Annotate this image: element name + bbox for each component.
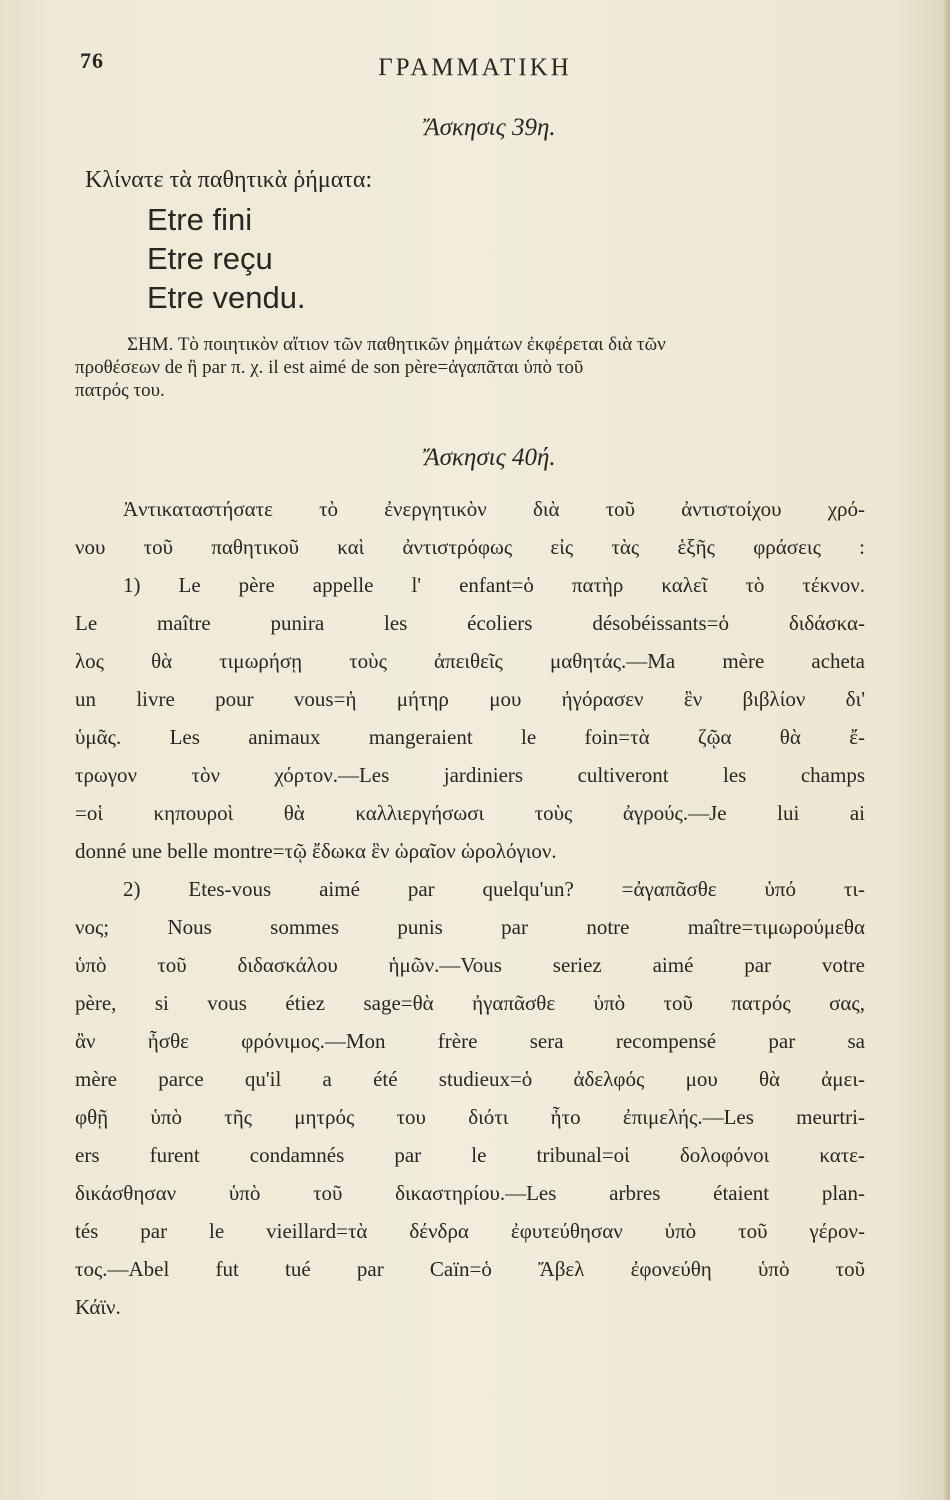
running-head: ΓΡΑΜΜΑΤΙΚΗ: [378, 54, 572, 81]
text-line: père, si vous étiez sage=θὰ ἠγαπᾶσθε ὑπὸ τοῦ πατρός σας,: [75, 991, 865, 1015]
text-line: Κάϊν.: [75, 1295, 121, 1319]
exercise-39-instruction: Κλίνατε τὰ παθητικὰ ῥήματα:: [85, 167, 373, 193]
text-line: ers furent condamnés par le tribunal=οἱ δολοφόνοι κατε-: [75, 1143, 865, 1167]
note-line: πατρός του.: [75, 380, 165, 401]
text-line: νος; Nous sommes punis par notre maître=τιμωρούμεθα: [75, 915, 865, 939]
text-line: ἂν ἦσθε φρόνιμος.—Mon frère sera recompensé par sa: [75, 1029, 865, 1053]
text-line: un livre pour vous=ἡ μήτηρ μου ἠγόρασεν ἓν βιβλίον δι': [75, 687, 865, 711]
text-line: 2) Etes-vous aimé par quelqu'un? =ἀγαπᾶσθε ὑπό τι-: [123, 877, 865, 901]
verb-item: Etre vendu.: [147, 280, 306, 315]
verb-item: Etre reçu: [147, 241, 273, 276]
exercise-40-title: Ἄσκησις 40ή.: [424, 444, 556, 471]
text-line: Le maître punira les écoliers désobéissants=ὁ διδάσκα-: [75, 611, 865, 635]
text-line: donné une belle montre=τῷ ἔδωκα ἓν ὡραῖον ὡρολόγιον.: [75, 839, 557, 863]
page-number: 76: [80, 48, 104, 73]
text-line: λος θὰ τιμωρήσῃ τοὺς ἀπειθεῖς μαθητάς.—Ma mère acheta: [75, 649, 865, 673]
verb-item: Etre fini: [147, 202, 253, 237]
note-line: ΣΗΜ. Τὸ ποιητικὸν αἴτιον τῶν παθητικῶν ῥημάτων ἐκφέρεται διὰ τῶν: [127, 334, 666, 355]
note-block: [75, 333, 865, 402]
text-line: τος.—Abel fut tué par Caïn=ὁ Ἄβελ ἐφονεύθη ὑπὸ τοῦ: [75, 1257, 865, 1281]
text-line: Ἀντικαταστήσατε τὸ ἐνεργητικὸν διὰ τοῦ ἀντιστοίχου χρό-: [123, 497, 865, 521]
text-line: ὑπὸ τοῦ διδασκάλου ἡμῶν.—Vous seriez aimé par votre: [75, 953, 865, 977]
page-edge: [944, 0, 950, 1500]
text-line: τρωγον τὸν χόρτον.—Les jardiniers cultiveront les champs: [75, 763, 865, 787]
exercise-39-title: Ἄσκησις 39η.: [424, 114, 556, 141]
text-line: =οἱ κηπουροὶ θὰ καλλιεργήσωσι τοὺς ἀγρούς.—Je lui ai: [75, 801, 865, 825]
text-line: tés par le vieillard=τὰ δένδρα ἐφυτεύθησαν ὑπὸ τοῦ γέρον-: [75, 1219, 865, 1243]
text-line: 1) Le père appelle l' enfant=ὁ πατὴρ καλεῖ τὸ τέκνον.: [123, 573, 865, 597]
text-line: νου τοῦ παθητικοῦ καὶ ἀντιστρόφως εἰς τὰς ἑξῆς φράσεις :: [75, 535, 865, 559]
text-line: mère parce qu'il a été studieux=ὁ ἀδελφός μου θὰ ἀμει-: [75, 1067, 865, 1091]
page-content: [75, 110, 865, 1326]
exercise-40-body: [75, 490, 865, 1326]
text-line: δικάσθησαν ὑπὸ τοῦ δικαστηρίου.—Les arbres étaient plan-: [75, 1181, 865, 1205]
text-line: φθῇ ὑπὸ τῆς μητρός του διότι ἦτο ἐπιμελής.—Les meurtri-: [75, 1105, 865, 1129]
text-line: ὑμᾶς. Les animaux mangeraient le foin=τὰ ζῷα θὰ ἔ-: [75, 725, 865, 749]
exercise-40: [75, 440, 865, 1326]
note-line: προθέσεων de ἢ par π. χ. il est aimé de son père=ἀγαπᾶται ὑπὸ τοῦ: [75, 357, 584, 378]
